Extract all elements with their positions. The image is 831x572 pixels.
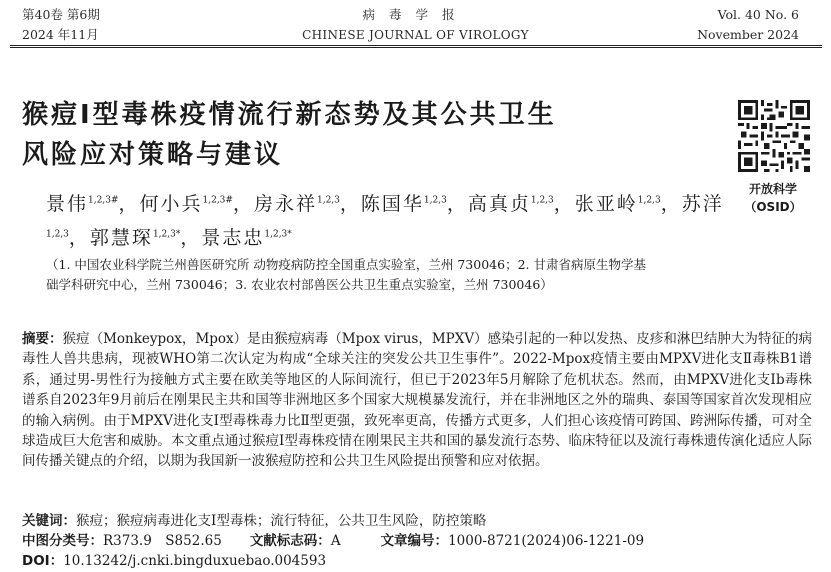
author-affiliation-mark: 1,2,3#: [88, 196, 119, 206]
author-name: 景伟: [46, 193, 89, 216]
author-name: 张亚岭: [574, 193, 638, 216]
author-separator: ，: [446, 193, 468, 216]
author-name: 何小兵: [139, 193, 203, 216]
author-affiliation-mark: 1,2,3*: [152, 229, 181, 240]
issue-date-en: November 2024: [697, 27, 799, 42]
title-line-2: 风险应对策略与建议: [22, 140, 284, 170]
keywords-label: 关键词：: [22, 513, 76, 529]
author-name: 景志忠: [201, 226, 265, 249]
author: [90, 227, 201, 249]
author-affiliation-mark: 1,2,3: [423, 196, 447, 206]
abstract-label: 摘要：: [22, 331, 63, 347]
author-separator: ，: [118, 193, 140, 216]
journal-name-english: CHINESE JOURNAL OF VIROLOGY: [302, 28, 529, 42]
doi-value[interactable]: 10.13242/j.cnki.bingduxuebao.004593: [63, 553, 327, 569]
author-name: 房永祥: [253, 193, 317, 216]
author-separator: ，: [68, 226, 90, 249]
open-science-cn: 开放科学: [748, 182, 797, 196]
journal-name-chinese: 病毒学报: [362, 7, 469, 22]
author-affiliation-mark: 1,2,3: [46, 229, 69, 240]
author-name: 陈国华: [360, 193, 424, 216]
classification-line: [22, 531, 644, 551]
author-separator: ，: [180, 226, 202, 249]
author: [46, 193, 139, 215]
author: [361, 193, 468, 215]
clc-value: R373.9 S852.65: [103, 533, 222, 549]
journal-volume-info-en: [697, 5, 799, 45]
author-separator: ，: [553, 193, 575, 216]
doi-line: [22, 551, 326, 571]
author-name: 苏洋: [681, 193, 724, 216]
author-separator: ，: [339, 193, 361, 216]
doi-label: DOI：: [22, 553, 64, 569]
author: [468, 193, 575, 215]
article-title: [22, 95, 712, 175]
volume-issue-en: Vol. 40 No. 6: [717, 7, 799, 22]
article-number-label: 文章编号：: [380, 533, 449, 549]
title-line-1: 猴痘Ⅰ型毒株疫情流行新态势及其公共卫生: [22, 100, 557, 130]
author: [254, 193, 361, 215]
author-affiliation-mark: 1,2,3: [637, 196, 661, 206]
volume-issue: 第40卷 第6期: [22, 7, 100, 22]
keywords-text: 猴痘；猴痘病毒进化支Ⅰ型毒株；流行特征，公共卫生风险，防控策略: [76, 513, 487, 529]
doc-code-label: 文献标志码：: [249, 533, 331, 549]
author-name: 郭慧琛: [89, 226, 153, 249]
affiliations: （1. 中国农业科学院兰州兽医研究所 动物疫病防控全国重点实验室，兰州 730046；2. 甘肃省病原生物学基础学科研究中心，兰州 730046；3. 农业农村部兽医公共卫生重点实验室，兰州 730046）: [46, 257, 646, 292]
osid-en: （OSID）: [744, 200, 802, 214]
author: [201, 227, 291, 249]
issue-date: 2024 年11月: [22, 27, 99, 42]
open-science-label: [728, 180, 818, 216]
author-affiliation-mark: 1,2,3: [530, 196, 554, 206]
author: [575, 193, 682, 215]
keywords: [22, 511, 486, 531]
abstract-text: 猴痘（Monkeypox，Mpox）是由猴痘病毒（Mpox virus，MPXV）感染引起的一种以发热、皮疹和淋巴结肿大为特征的病毒性人兽共患病，现被WHO第二次认定为构成“全球关注的突发公共卫生事件”。2022-Mpox疫情主要由MPXV进化支Ⅱ毒株B1谱系，通过男-男性行为接触方式主要在欧美等地区的人际间流行，但已于2023年5月解除了危机状态。然而，由MPXV进化支Ⅰb毒株谱系自2023年9月前后在刚果民主共和国等非洲地区多个国家大规模暴发流行，并在非洲地区之外的瑞典、泰国等国家首次发现相应的输入病例。由于MPXV进化支Ⅰ型毒株毒力比Ⅱ型更强，致死率更高，传播方式更多，人们担心该疫情可跨国、跨洲际传播，可对全球造成巨大危害和威胁。本文重点通过猴痘Ⅰ型毒株疫情在刚果民主共和国的暴发流行态势、临床特征以及流行毒株遗传演化适应人际间传播关键点的介绍，以期为我国新一波猴痘防控和公共卫生风险提出预警和应对依据。: [22, 331, 812, 470]
qr-code-icon[interactable]: [738, 100, 810, 172]
author-list: [46, 186, 726, 253]
doc-code-value: A: [330, 533, 341, 549]
author-affiliation-mark: 1,2,3#: [202, 196, 233, 206]
author-affiliation-mark: 1,2,3*: [264, 229, 292, 240]
abstract: [22, 329, 812, 472]
author: [139, 193, 253, 215]
clc-label: 中图分类号：: [22, 533, 103, 549]
author-affiliation-mark: 1,2,3: [316, 196, 340, 206]
author-separator: ，: [232, 193, 254, 216]
author-separator: ，: [660, 193, 682, 216]
header-rule-thin: [10, 47, 822, 48]
article-number-value: 1000-8721(2024)06-1221-09: [448, 533, 645, 549]
author-name: 高真贞: [467, 193, 531, 216]
header-rule: [10, 45, 822, 46]
